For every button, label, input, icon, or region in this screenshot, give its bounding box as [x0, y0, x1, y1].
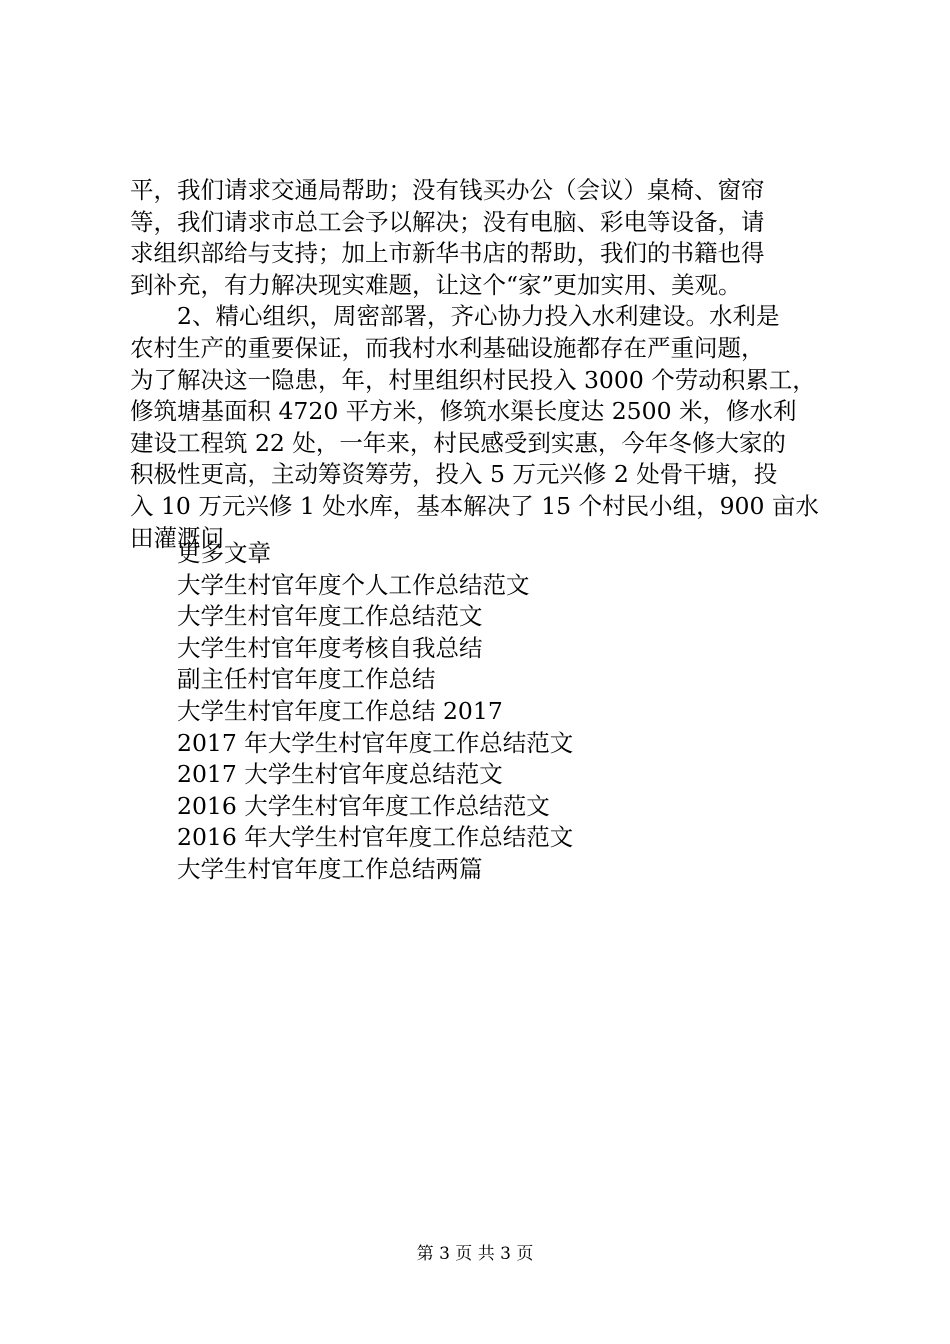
document-body	[130, 175, 830, 554]
paragraph-1-line: 到补充，有力解决现实难题，让这个“家”更加实用、美观。	[130, 270, 742, 299]
article-link[interactable]: 2016 大学生村官年度工作总结范文	[177, 791, 550, 820]
article-link[interactable]: 大学生村官年度工作总结范文	[177, 602, 483, 631]
more-articles-list	[177, 538, 573, 886]
article-link[interactable]: 大学生村官年度考核自我总结	[177, 633, 483, 662]
more-articles-heading: 更多文章	[177, 539, 271, 567]
paragraph-2-line: 2、精心组织，周密部署，齐心协力投入水利建设。水利是	[177, 302, 780, 331]
paragraph-2-line: 入 10 万元兴修 1 处水库，基本解决了 15 个村民小组，900 亩水	[130, 491, 819, 520]
article-link[interactable]: 2017 年大学生村官年度工作总结范文	[177, 728, 574, 757]
page-footer: 第 3 页 共 3 页	[416, 1244, 534, 1264]
paragraph-2-line: 积极性更高，主动筹资筹劳，投入 5 万元兴修 2 处骨干塘，投	[130, 460, 778, 489]
article-link[interactable]: 副主任村官年度工作总结	[177, 665, 436, 694]
paragraph-1-line: 平，我们请求交通局帮助；没有钱买办公（会议）桌椅、窗帘	[130, 176, 765, 204]
paragraph-2-line: 建设工程筑 22 处，一年来，村民感受到实惠，今年冬修大家的	[130, 428, 786, 457]
paragraph-2-line: 为了解决这一隐患，年，村里组织村民投入 3000 个劳动积累工，	[130, 365, 816, 394]
article-link[interactable]: 大学生村官年度工作总结 2017	[177, 696, 503, 725]
article-link[interactable]: 2016 年大学生村官年度工作总结范文	[177, 823, 574, 852]
paragraph-1-line: 求组织部给与支持；加上市新华书店的帮助，我们的书籍也得	[130, 239, 765, 268]
article-link[interactable]: 大学生村官年度工作总结两篇	[177, 854, 483, 883]
paragraph-2-line: 修筑塘基面积 4720 平方米，修筑水渠长度达 2500 米，修水利	[130, 397, 797, 426]
paragraph-2-line: 田灌溉问	[130, 523, 224, 552]
paragraph-2-line: 农村生产的重要保证，而我村水利基础设施都存在严重问题，	[130, 333, 765, 362]
paragraph-1-line: 等，我们请求市总工会予以解决；没有电脑、彩电等设备，请	[130, 207, 765, 236]
article-link[interactable]: 大学生村官年度个人工作总结范文	[177, 570, 530, 599]
article-link[interactable]: 2017 大学生村官年度总结范文	[177, 760, 503, 789]
